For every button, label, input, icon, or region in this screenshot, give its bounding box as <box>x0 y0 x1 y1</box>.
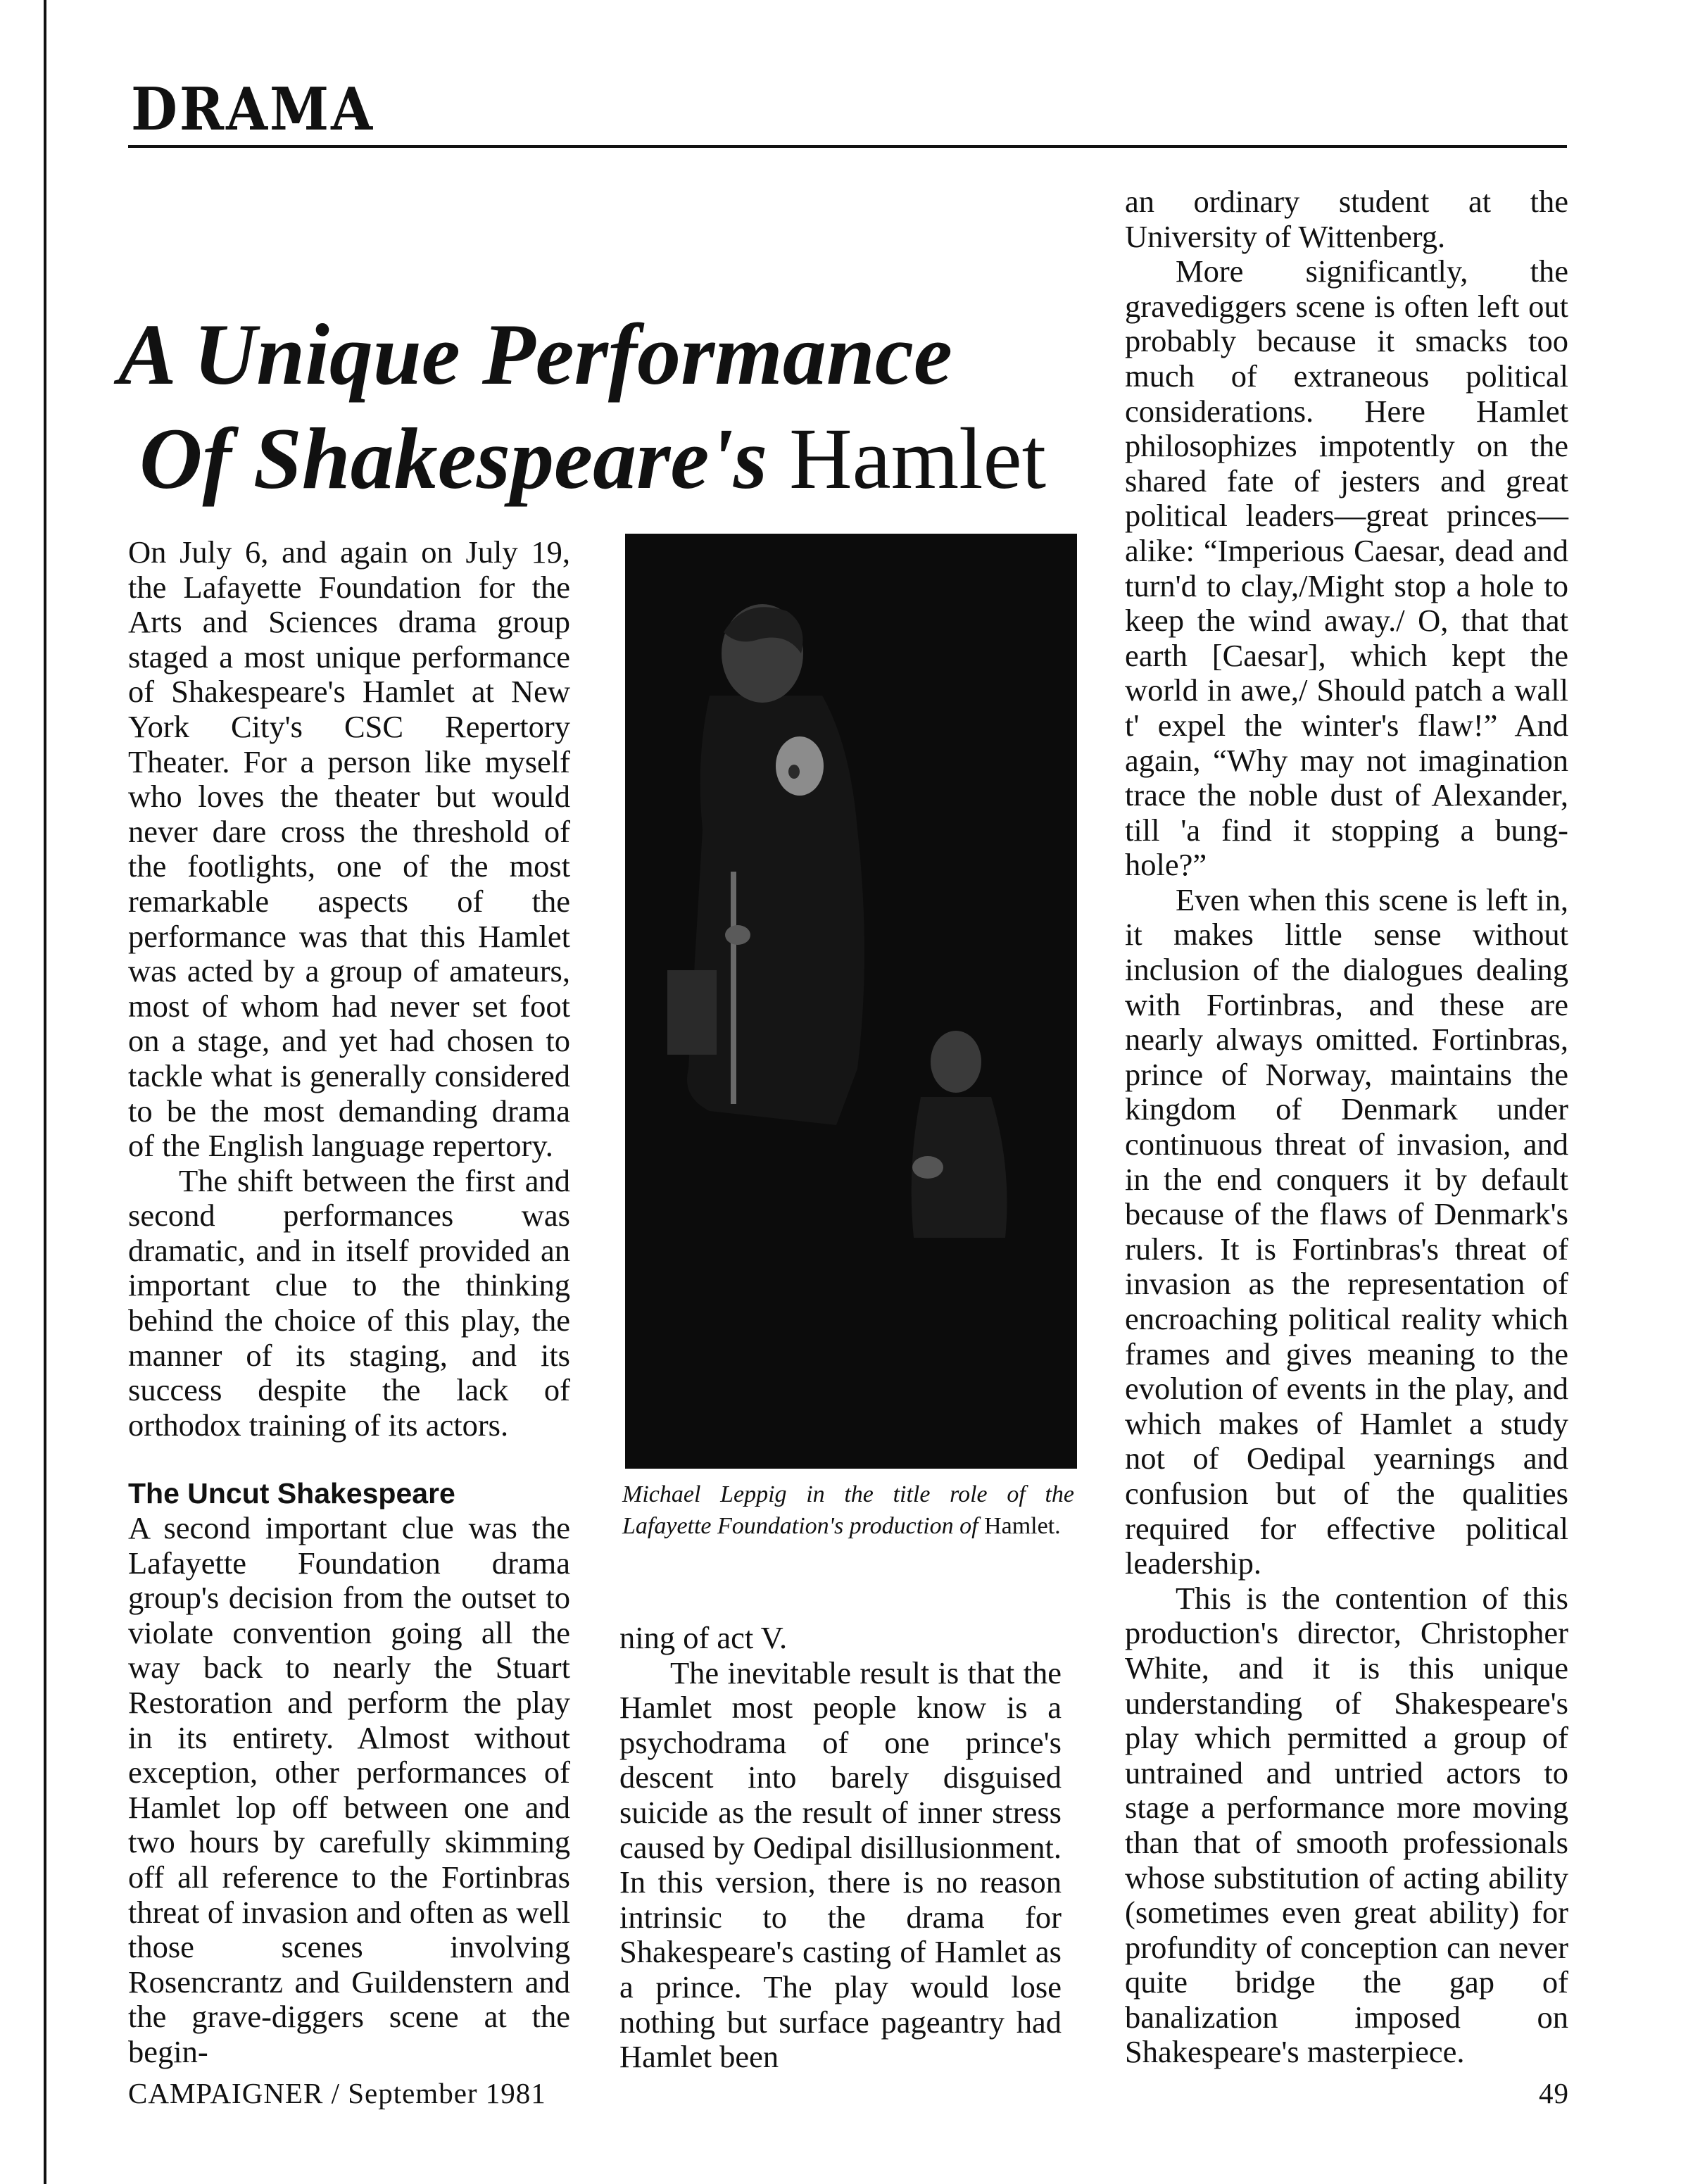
paragraph: The inevitable result is that the Hamlet most people know is a psychodrama of one prince's descent into barely disguised suicide as the result of inner stress caused by Oedipal disillusionment. In this version, there is no reason intrinsic to the drama for Shakespeare's casting of Hamlet as a prince. The play would lose nothing but surface pageantry had Hamlet been <box>619 1655 1062 2075</box>
caption-play-title: Hamlet. <box>984 1513 1061 1539</box>
paragraph: On July 6, and again on July 19, the Lafayette Foundation for the Arts and Sciences drama group staged a most unique performance of Shakespeare's Hamlet at New York City's CSC Repertory Theater. For a person like myself who loves the theater but would never dare cross the threshold of the footlights, one of the most remarkable aspects of the performance was that this Hamlet was acted by a group of amateurs, most of whom had never set foot on a stage, and yet had chosen to tackle what is generally considered to be the most demanding drama of the English language repertory. <box>128 534 570 1164</box>
paragraph: an ordinary student at the University of Wittenberg. <box>1125 184 1568 254</box>
header-rule <box>128 145 1567 148</box>
column-1-top <box>128 535 570 1443</box>
paragraph: More significantly, the gravediggers scene is often left out probably because it smacks too much of extraneous political considerations. Here Hamlet philosophizes impotently on the shared fate of jesters and great political leaders—great princes—alike: “Imperious Caesar, dead and turn'd to clay,/Might stop a hole to keep the wind away./ O, that that earth [Caesar], which kept the world in awe,/ Should patch a wall t' expel the winter's flaw!” And again, “Why may not imagination trace the noble dust of Alexander, till 'a find it stopping a bung-hole?” <box>1125 253 1568 883</box>
footer-publication: CAMPAIGNER / September 1981 <box>128 2077 546 2109</box>
page-edge-rule <box>44 0 46 2184</box>
paragraph: The shift between the first and second performances was dramatic, and in itself provided an important clue to the thinking behind the choice of this play, the manner of its staging, and its success despite the lack of orthodox training of its actors. <box>128 1162 570 1443</box>
paragraph: A second important clue was the Lafayette Foundation drama group's decision from the outset to violate convention going all the way back to nearly the Stuart Restoration and perform the play in its entirety. Almost without exception, other performances of Hamlet lop off between one and two hours by carefully skimming off all reference to the Fortinbras threat of invasion and often as well those scenes involving Rosencrantz and Guildenstern and the grave-diggers scene at the begin- <box>128 1510 570 2069</box>
article-title <box>118 303 1054 511</box>
photo-illustration <box>625 534 1077 1469</box>
production-photo <box>625 534 1077 1469</box>
paragraph: ning of act V. <box>619 1620 788 1655</box>
page-number: 49 <box>1539 2077 1569 2109</box>
column-1-bottom <box>128 1476 570 2070</box>
title-line-2-upright: Hamlet <box>789 410 1047 507</box>
section-label: DRAMA <box>131 75 375 144</box>
title-line-1: A Unique Performance <box>118 306 952 403</box>
column-2-bottom <box>619 1621 1062 2075</box>
subheading: The Uncut Shakespeare <box>128 1477 455 1510</box>
paragraph: Even when this scene is left in, it makes little sense without inclusion of the dialogues dealing with Fortinbras, and these are nearly always omitted. Fortinbras, prince of Norway, maintains the kingdom of Denmark under continuous threat of invasion, and in the end conquers it by default because of the flaws of Denmark's rulers. It is Fortinbras's threat of invasion as the representation of encroaching political reality which frames and gives meaning to the evolution of events in the play, and which makes of Hamlet a study not of Oedipal yearnings and confusion but of the qualities required for effective political leadership. <box>1125 881 1568 1581</box>
paragraph: This is the contention of this production's director, Christopher White, and it is this unique understanding of Shakespeare's play which permitted a group of untrained and untried actors to stage a performance more moving than that of smooth professionals whose substitution of acting ability (sometimes even great ability) for profundity of conception can never quite bridge the gap of banalization imposed on Shakespeare's masterpiece. <box>1125 1580 1568 2070</box>
caption-text: Michael Leppig in the title role of the Lafayette Foundation's production of <box>622 1481 1074 1539</box>
column-3 <box>1125 184 1568 2070</box>
photo-caption <box>622 1479 1074 1542</box>
title-line-2 <box>118 407 1054 511</box>
title-line-2-italic: Of Shakespeare's <box>139 410 768 507</box>
